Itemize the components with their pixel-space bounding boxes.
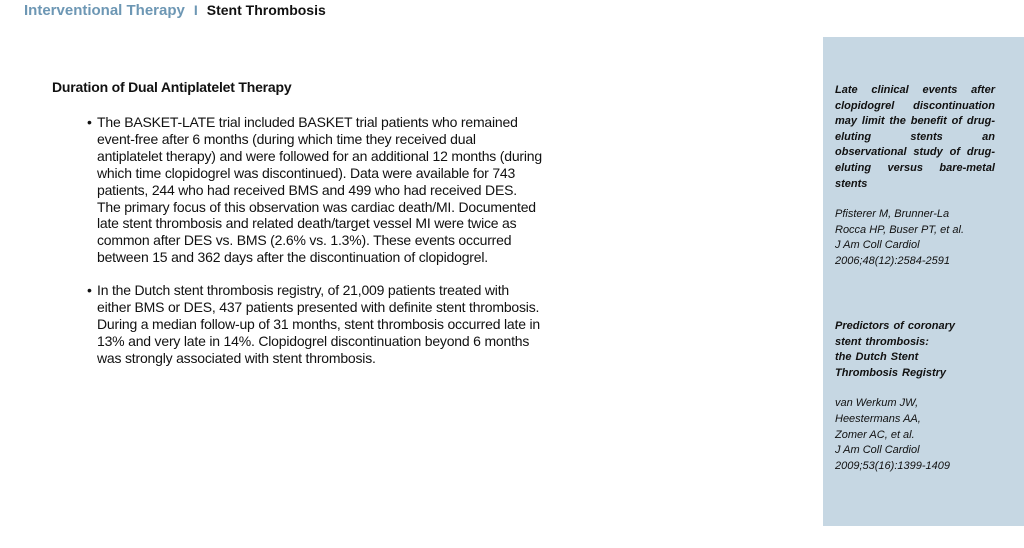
slide-header — [24, 0, 326, 20]
citation-line: 2006;48(12):2584-2591 — [835, 254, 950, 267]
citation-line: 2009;53(16):1399-1409 — [835, 459, 950, 472]
title-line: stent thrombosis: — [835, 335, 929, 348]
bullet-basket-late: • The BASKET-LATE trial included BASKET trial patients who remained event-free after 6 months (during which time they received dual antiplatelet therapy) and were followed for an additional 12 months (during which time clopidogrel was discontinued). Data were available for 743 patients, 244 who had received BMS and 499 who had received DES. The primary focus of this observation was cardiac death/MI. Documented late stent thrombosis and related death/target vessel MI were twice as common after DES vs. BMS (2.6% vs. 1.3%). These events occurred between 15 and 362 days after the discontinuation of clopidogrel. — [87, 114, 542, 266]
citation-line: van Werkum JW, — [835, 397, 919, 410]
bullet-dutch-registry: • In the Dutch stent thrombosis registry, of 21,009 patients treated with either BMS or DES, 437 patients presented with definite stent thrombosis. During a median follow-up of 31 months, stent thrombosis occurred late in 13% and very late in 14%. Clopidogrel discontinuation beyond 6 months was strongly associated with stent thrombosis. — [87, 282, 542, 367]
reference-item — [835, 319, 995, 474]
citation-line: J Am Coll Cardiol — [835, 444, 920, 457]
title-line: Predictors of coronary — [835, 320, 955, 332]
reference-title: Late clinical events after clopidogrel discontinuation may limit the benefit of drug-eluting stents an observational study of drug-eluting versus bare-metal stents — [835, 84, 995, 190]
reference-item — [835, 83, 995, 270]
citation-line: J Am Coll Cardiol — [835, 239, 920, 252]
content-heading: Duration of Dual Antiplatelet Therapy — [52, 79, 292, 95]
citation-line: Heestermans AA, — [835, 412, 921, 425]
section-title: Interventional Therapy — [24, 1, 185, 19]
title-line: Thrombosis Registry — [835, 366, 947, 379]
citation-line: Rocca HP, Buser PT, et al. — [835, 223, 965, 236]
bullet-list — [87, 114, 542, 383]
reference-citation — [835, 396, 995, 474]
topic-title: Stent Thrombosis — [206, 2, 326, 18]
citation-line: Pfisterer M, Brunner-La — [835, 208, 950, 221]
header-separator: I — [193, 2, 198, 18]
reference-citation — [835, 207, 995, 269]
reference-title — [835, 319, 995, 381]
citation-line: Zomer AC, et al. — [835, 428, 915, 441]
title-line: the Dutch Stent — [835, 351, 919, 364]
references-sidebar — [823, 37, 1024, 526]
